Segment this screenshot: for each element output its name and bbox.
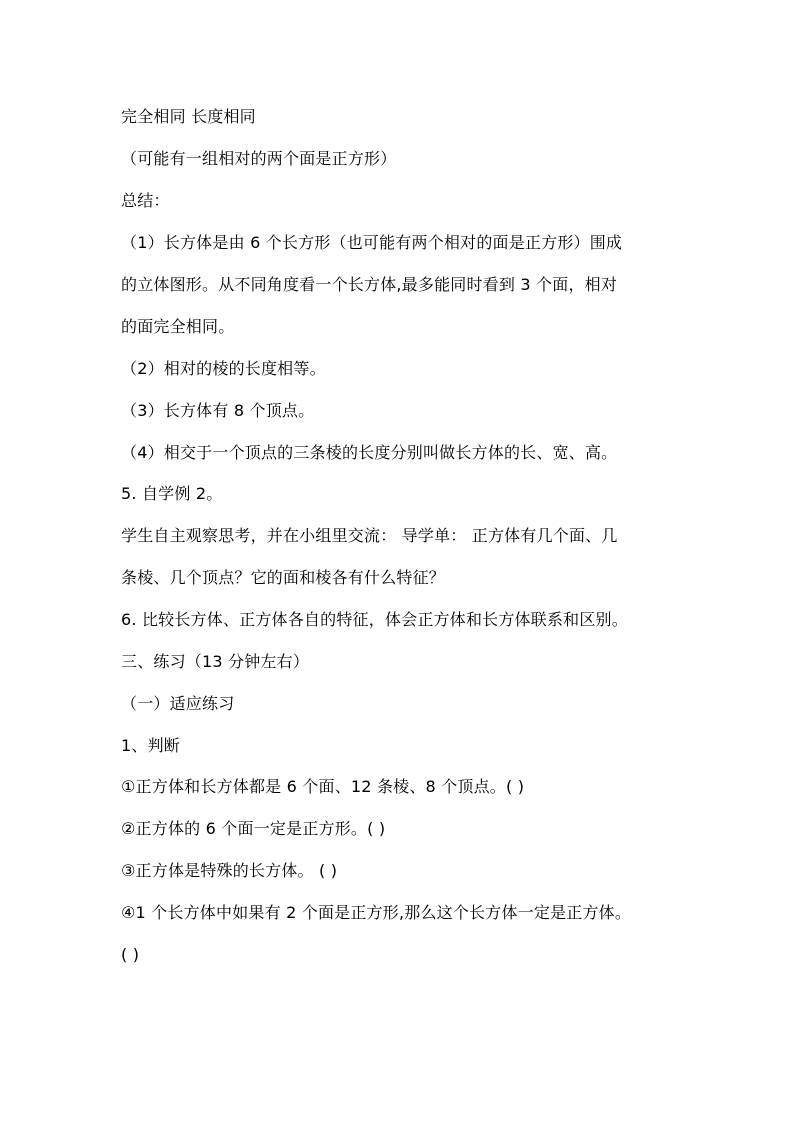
text-line-17: ①正方体和长方体都是 6 个面、12 条棱、8 个顶点。( ) — [121, 777, 525, 796]
text-line-18: ②正方体的 6 个面一定是正方形。( ) — [121, 819, 386, 838]
text-line-16: 1、判断 — [121, 736, 180, 755]
text-line-7: （2）相对的棱的长度相等。 — [121, 359, 326, 378]
text-line-5: 的立体图形。从不同角度看一个长方体,最多能同时看到 3 个面，相对 — [121, 275, 618, 294]
text-line-9: （4）相交于一个顶点的三条棱的长度分别叫做长方体的长、宽、高。 — [121, 443, 618, 462]
text-line-2: （可能有一组相对的两个面是正方形） — [121, 149, 397, 168]
text-line-8: （3）长方体有 8 个顶点。 — [121, 401, 315, 420]
text-line-15: （一）适应练习 — [121, 694, 235, 713]
text-line-1: 完全相同 长度相同 — [121, 107, 256, 126]
text-line-10: 5. 自学例 2。 — [121, 484, 223, 503]
text-line-20: ④1 个长方体中如果有 2 个面是正方形,那么这个长方体一定是正方体。 — [121, 903, 632, 922]
text-line-11: 学生自主观察思考，并在小组里交流： 导学单： 正方体有几个面、几 — [121, 526, 618, 545]
text-line-19: ③正方体是特殊的长方体。 ( ) — [121, 861, 338, 880]
text-line-12: 条棱、几个顶点？它的面和棱各有什么特征？ — [121, 568, 446, 587]
text-line-14: 三、练习（13 分钟左右） — [121, 652, 310, 671]
text-line-4: （1）长方体是由 6 个长方形（也可能有两个相对的面是正方形）围成 — [121, 233, 623, 252]
text-line-3: 总结： — [121, 191, 170, 210]
text-line-6: 的面完全相同。 — [121, 317, 235, 336]
text-line-13: 6. 比较长方体、正方体各自的特征，体会正方体和长方体联系和区别。 — [121, 610, 628, 629]
text-line-21: ( ) — [121, 945, 140, 964]
